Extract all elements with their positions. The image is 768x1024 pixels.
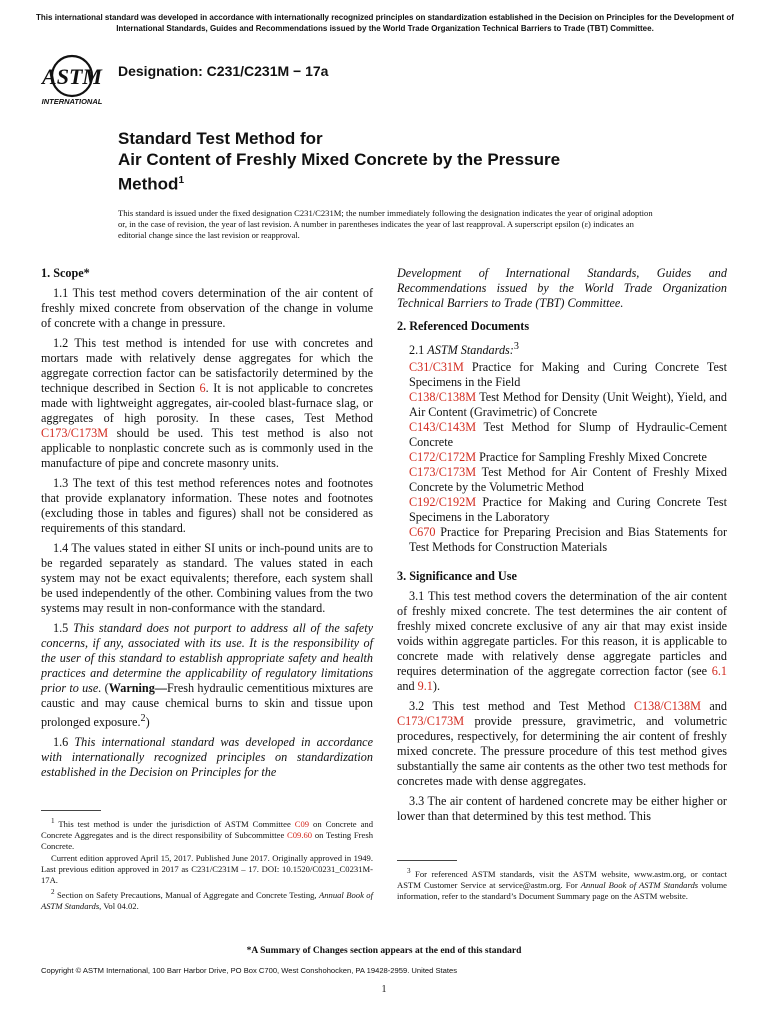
reference-link[interactable]: C173/C173M [409, 465, 477, 480]
para-3-3: 3.3 The air content of hardened concrete may be either higher or lower than that determined by this test method. This [397, 794, 727, 824]
section-2-heading: 2. Referenced Documents [397, 319, 530, 333]
reference-item: C138/C138M Test Method for Density (Unit Weight), Yield, and Air Content (Gravimetric) of Concrete [409, 390, 727, 420]
c173-link[interactable]: C173/C173M [41, 426, 109, 440]
designation: Designation: C231/C231M − 17a [118, 63, 329, 79]
reference-list [397, 360, 727, 555]
para-1-1: 1.1 This test method covers determination of the air content of freshly mixed concrete from observation of the change in volume of concrete with a change in pressure. [41, 286, 373, 330]
para-1-6-continued: Development of International Standards, Guides and Recommendations issued by the World Trade Organization Technical Barriers to Trade (TBT) Committee. [397, 266, 727, 310]
reference-link[interactable]: C192/C192M [409, 495, 477, 510]
copyright: Copyright © ASTM International, 100 Barr Harbor Drive, PO Box C700, West Conshohocken, PA 19428-2959. United States [41, 966, 458, 975]
para-1-5: 1.5 This standard does not purport to address all of the safety concerns, if any, associated with its use. It is the responsibility of the user of this standard to establish appropriate safety and health practices and determine the applicability of regulatory limitations prior to use. (Warning—Fresh hydraulic cementitious mixtures are caustic and may cause chemical burns to skin and tissue upon prolonged exposure.$^2$) [41, 621, 373, 730]
footnotes-left [41, 816, 373, 913]
title-line-1: Standard Test Method for [118, 129, 323, 148]
para-2-1: 2.1 ASTM Standards:$^3$ [409, 341, 519, 358]
para-1-2: 1.2 This test method is intended for use with concretes and mortars made with relatively dense aggregates for which the aggregate correction factor can be satisfactorily determined by the technique described in Section 6. It is not applicable to concretes made with lightweight aggregates, air-cooled blast-furnace slag, or aggregates of high porosity. In these cases, Test Method C173/C173M should be used. This test method is also not applicable to nonplastic concrete such as is commonly used in the manufacture of pipe and concrete masonry units. [41, 336, 374, 470]
standardization-note: This international standard was developed in accordance with internationally recognized principles on standardization established in the Decision on Principles for the Development of International Standards, Guides and Recommendations issued by the World Trade Organization Technical Barriers to Trade (TBT) Committee. [36, 13, 734, 33]
para-1-3: 1.3 The text of this test method references notes and footnotes that provide explanatory information. These notes and footnotes (excluding those in tables and figures) shall not be considered as requirements of this standard. [41, 476, 373, 535]
footnote-rule-right [397, 860, 457, 861]
right-column [397, 266, 727, 829]
page-number: 1 [381, 984, 387, 995]
footnote-1: $^1$ This test method is under the jurisdiction of ASTM Committee C09 on Concrete and Concrete Aggregates and is the direct responsibility of Subcommittee C09.60 on Testing Fresh Concrete. [41, 817, 373, 851]
reference-link[interactable]: C31/C31M [409, 360, 464, 375]
left-column [41, 266, 373, 785]
para-1-6: 1.6 This international standard was developed in accordance with internationally recognized principles on standardization established in the Decision on Principles for the [41, 735, 373, 780]
section-6-link[interactable]: 6 [199, 381, 206, 395]
c09-60-link[interactable]: C09.60 [287, 829, 313, 840]
issue-note: This standard is issued under the fixed designation C231/C231M; the number immediately following the designation indicates the year of original adoption or, in the case of revision, the year of last revision. A number in parentheses indicates the year of last reapproval. A superscript epsilon (ε) indicates an editorial change since the last revision or reapproval. [118, 208, 653, 240]
footnote-2: $^2$ Section on Safety Precautions, Manual of Aggregate and Concrete Testing, Annual Book of ASTM Standards, Vol 04.02. [41, 887, 373, 911]
footnotes-right [397, 866, 727, 903]
title-line-3: Method$^1$ [118, 174, 184, 194]
section-6-1-link[interactable]: 6.1 [711, 664, 727, 679]
c138-link[interactable]: C138/C138M [633, 699, 701, 714]
reference-link[interactable]: C670 [409, 525, 436, 540]
svg-text:INTERNATIONAL: INTERNATIONAL [41, 97, 103, 106]
reference-item: C173/C173M Test Method for Air Content of Freshly Mixed Concrete by the Volumetric Method [409, 465, 727, 495]
footnote-3: $^3$ For referenced ASTM standards, visit the ASTM website, www.astm.org, or contact ASTM Customer Service at service@astm.org. For Annual Book of ASTM Standards volume information, refer to the standard’s Document Summary page on the ASTM website. [397, 867, 727, 901]
reference-link[interactable]: C172/C172M [409, 450, 477, 465]
title-line-2: Air Content of Freshly Mixed Concrete by the Pressure [118, 150, 561, 169]
reference-item: C31/C31M Practice for Making and Curing Concrete Test Specimens in the Field [409, 360, 727, 390]
summary-of-changes-note: *A Summary of Changes section appears at the end of this standard [246, 946, 522, 956]
svg-text:ASTM: ASTM [42, 64, 102, 89]
reference-link[interactable]: C143/C143M [409, 420, 477, 435]
reference-item: C172/C172M Practice for Sampling Freshly Mixed Concrete [409, 450, 707, 465]
c09-link[interactable]: C09 [294, 818, 310, 829]
para-3-2: 3.2 This test method and Test Method C138/C138M and C173/C173M provide pressure, gravimetric, and volumetric procedures, respectively, for determining the air content of freshly mixed concrete. The pressure procedure of this test method gives substantially the same air contents as the other two test methods for concretes made with dense aggregates. [397, 699, 727, 789]
title-footnote-marker: 1 [178, 175, 184, 186]
section-9-1-link[interactable]: 9.1 [417, 679, 433, 694]
section-3-heading: 3. Significance and Use [397, 569, 517, 584]
document-title [118, 128, 638, 195]
astm-logo [38, 52, 110, 108]
reference-item: C670 Practice for Preparing Precision and Bias Statements for Test Methods for Construction Materials [409, 525, 727, 555]
para-3-1: 3.1 This test method covers the determination of the air content of freshly mixed concrete. The test determines the air content of freshly mixed concrete exclusive of any air that may exist inside voids within aggregate particles. For this reason, it is applicable to concrete made with relatively dense aggregate particles and requires determination of the aggregate correction factor (see 6.1 and 9.1). [397, 589, 727, 694]
reference-link[interactable]: C138/C138M [409, 390, 477, 405]
reference-item: C192/C192M Practice for Making and Curing Concrete Test Specimens in the Laboratory [409, 495, 727, 525]
para-1-4: 1.4 The values stated in either SI units or inch-pound units are to be regarded separately as standard. The values stated in each system may not be exact equivalents; therefore, each system shall be used independently of the other. Combining values from the two systems may result in non-conformance with the standard. [41, 541, 373, 615]
reference-item: C143/C143M Test Method for Slump of Hydraulic-Cement Concrete [409, 420, 727, 450]
section-1-heading: 1. Scope* [41, 266, 90, 280]
c173-link[interactable]: C173/C173M [397, 714, 465, 729]
footnote-1-edition: Current edition approved April 15, 2017. Published June 2017. Originally approved in 1949. Last previous edition approved in 2017 as C231/C231M – 17. DOI: 10.1520/C0231_C0231M-17A. [41, 852, 373, 885]
footnote-rule-left [41, 810, 101, 811]
